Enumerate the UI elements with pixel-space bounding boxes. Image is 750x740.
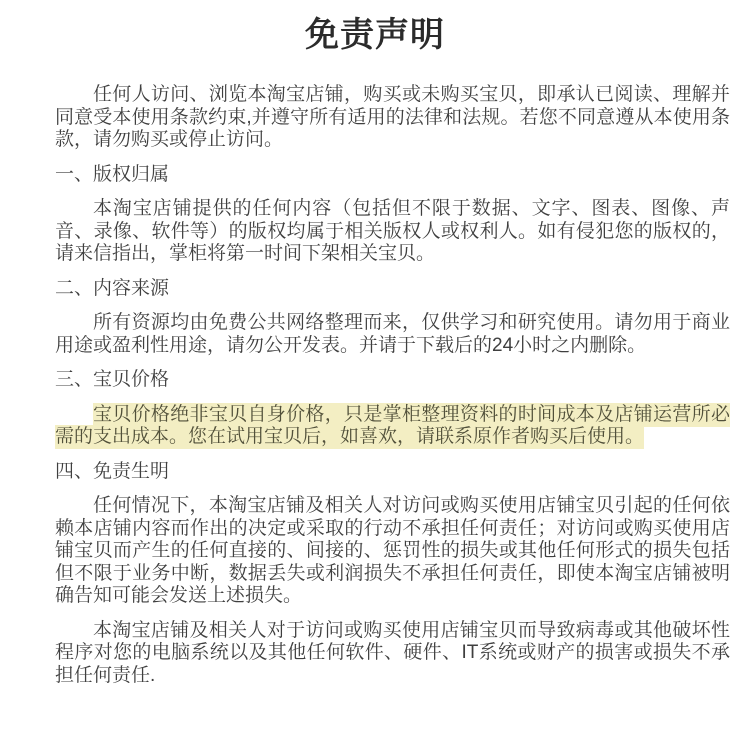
highlighted-price-note: 宝贝价格绝非宝贝自身价格，只是掌柜整理资料的时间成本及店铺运营所必需的支出成本。您在试用宝贝后，如喜欢，请联系原作者购买后使用。 <box>55 403 730 447</box>
intro-paragraph: 任何人访问、浏览本淘宝店铺，购买或未购买宝贝，即承认已阅读、理解并同意受本使用条款约束,并遵守所有适用的法律和法规。若您不同意遵从本使用条款，请勿购买或停止访问。 <box>55 84 730 150</box>
disclaimer-document <box>0 12 750 687</box>
section-copyright-paragraph: 本淘宝店铺提供的任何内容（包括但不限于数据、文字、图表、图像、声音、录像、软件等）的版权均属于相关版权人或权利人。如有侵犯您的版权的，请来信指出，掌柜将第一时间下架相关宝贝。 <box>55 198 730 264</box>
section-liability-paragraph-1: 任何情况下，本淘宝店铺及相关人对访问或购买使用店铺宝贝引起的任何依赖本店铺内容而作出的决定或采取的行动不承担任何责任；对访问或购买使用店铺宝贝而产生的任何直接的、间接的、惩罚性的损失或其他任何形式的损失包括但不限于业务中断，数据丢失或利润损失不承担任何责任，即使本淘宝店铺被明确告知可能会发送上述损失。 <box>55 495 730 606</box>
document-body <box>0 84 750 687</box>
section-liability-paragraph-2: 本淘宝店铺及相关人对于访问或购买使用店铺宝贝而导致病毒或其他破坏性程序对您的电脑系统以及其他任何软件、硬件、IT系统或财产的损害或损失不承担任何责任. <box>55 619 730 686</box>
section-heading-item-price: 三、宝贝价格 <box>55 369 170 390</box>
section-heading-liability: 四、免责生明 <box>55 460 170 482</box>
section-item-price-paragraph <box>55 404 730 449</box>
section-heading-copyright: 一、版权归属 <box>55 163 170 185</box>
section-content-source-paragraph: 所有资源均由免费公共网络整理而来，仅供学习和研究使用。请勿用于商业用途或盈利性用途，请勿公开发表。并请于下载后的24小时之内删除。 <box>55 312 730 356</box>
page-title: 免责声明 <box>305 16 445 54</box>
section-heading-content-source: 二、内容来源 <box>55 277 170 299</box>
